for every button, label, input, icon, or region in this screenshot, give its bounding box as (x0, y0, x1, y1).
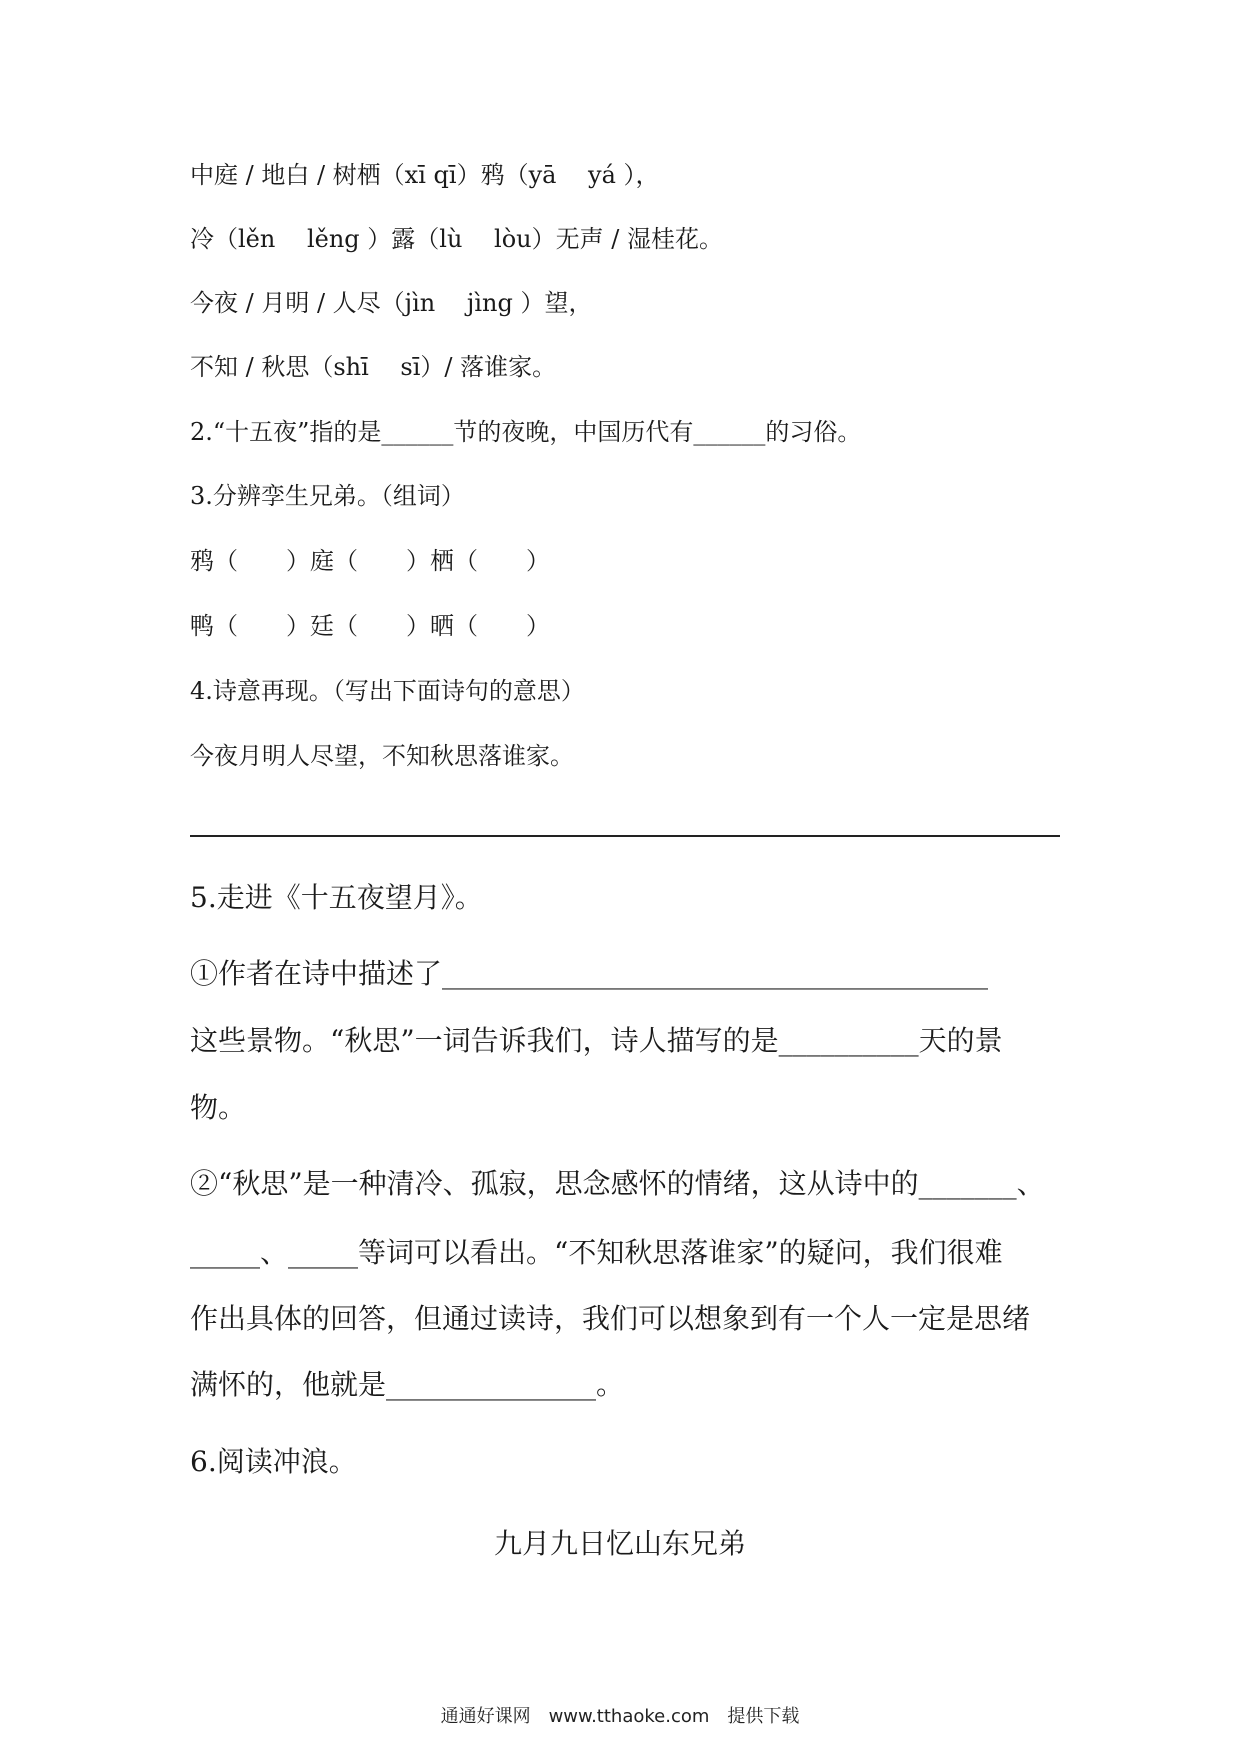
poem-line-2: 冷（lěn lěng ）露（lù lòu）无声 / 湿桂花。 (190, 225, 723, 253)
question-5-part-2-line-2: _____、_____等词可以看出。“不知秋思落谁家”的疑问，我们很难 (190, 1236, 1003, 1269)
question-5: 5.走进《十五夜望月》。 (190, 881, 483, 914)
poem-line-1: 中庭 / 地白 / 树栖（xī qī）鸦（yā yá ）， (190, 161, 660, 189)
question-5-part-2-line-1: ②“秋思”是一种清冷、孤寂，思念感怀的情绪，这从诗中的_______、 (190, 1167, 1045, 1200)
question-2: 2.“十五夜”指的是______节的夜晚，中国历代有______的习俗。 (190, 418, 862, 446)
question-3-row-2: 鸭（ ）廷（ ）晒（ ） (190, 612, 550, 640)
question-4-poem-line: 今夜月明人尽望，不知秋思落谁家。 (190, 742, 574, 770)
footer-source: 通通好课网 www.tthaoke.com 提供下载 (440, 1706, 800, 1727)
question-5-part-1-line-2: 这些景物。“秋思”一词告诉我们，诗人描写的是__________天的景 (190, 1024, 1003, 1057)
question-5-part-1-line-3: 物。 (190, 1091, 247, 1124)
question-5-part-2-line-3: 作出具体的回答，但通过读诗，我们可以想象到有一个人一定是思绪 (190, 1302, 1031, 1335)
question-5-part-1-line-1: ①作者在诗中描述了_______________________________________ (190, 957, 989, 990)
question-3-row-1: 鸦（ ）庭（ ）栖（ ） (190, 547, 550, 575)
answer-rule (190, 835, 1060, 837)
question-6: 6.阅读冲浪。 (190, 1445, 357, 1478)
question-4: 4.诗意再现。（写出下面诗句的意思） (190, 677, 585, 705)
poem-line-3: 今夜 / 月明 / 人尽（jìn jìng ）望， (190, 289, 593, 317)
poem-title: 九月九日忆山东兄弟 (493, 1527, 746, 1560)
poem-line-4: 不知 / 秋思（shī sī）/ 落谁家。 (190, 353, 557, 381)
question-3: 3.分辨孪生兄弟。（组词） (190, 482, 465, 510)
question-5-part-2-line-4: 满怀的，他就是_______________。 (190, 1368, 625, 1401)
